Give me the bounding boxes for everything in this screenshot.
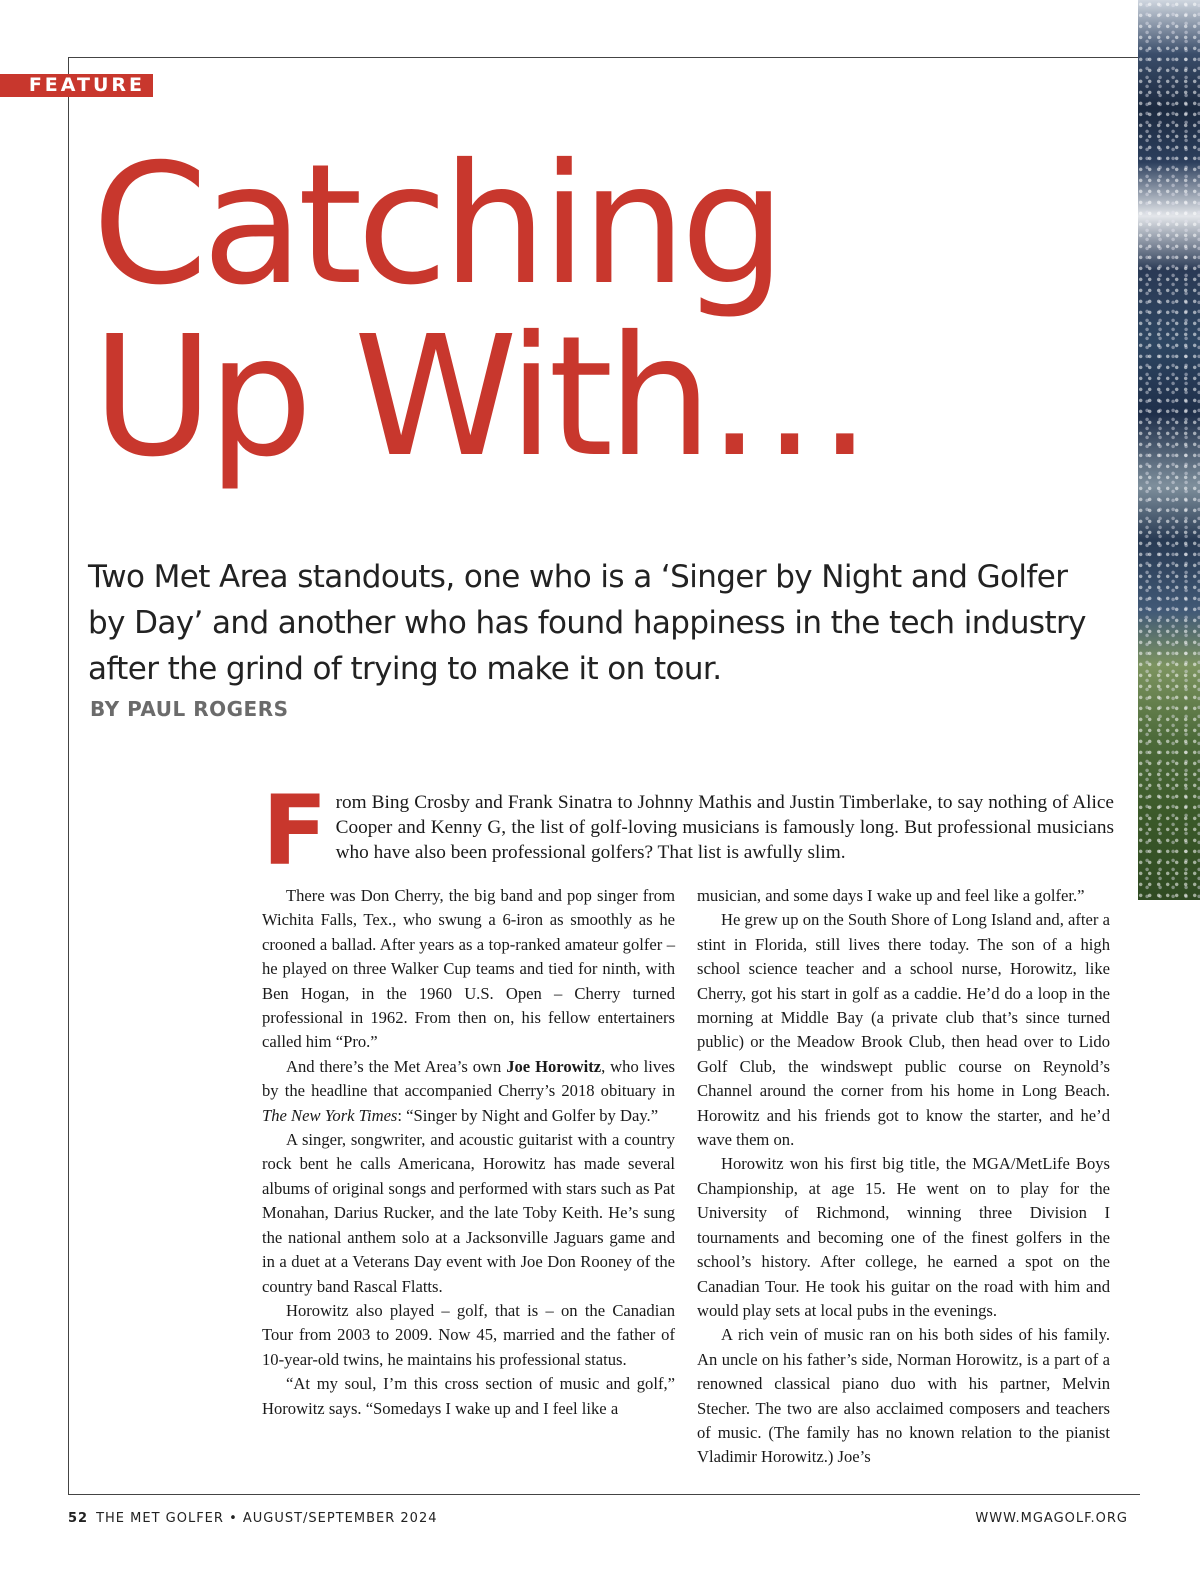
byline: BY PAUL ROGERS xyxy=(90,697,289,721)
website-url: WWW.MGAGOLF.ORG xyxy=(975,1511,1128,1526)
paragraph: Horowitz won his first big title, the MGA/MetLife Boys Championship, at age 15. He went on to play for the University of Richmond, winning three Division I tournaments and becoming one of the finest golfers in the school’s history. After college, he earned a spot on the Canadian Tour. He took his guitar on the road with him and would play sets at local pubs in the evenings. xyxy=(697,1154,1110,1320)
page-number: 52 xyxy=(68,1511,89,1526)
section-tag: FEATURE xyxy=(0,74,153,97)
publication-name: The New York Times xyxy=(262,1105,398,1125)
paragraph: musician, and some days I wake up and feel like a golfer.” xyxy=(697,886,1085,905)
paragraph: There was Don Cherry, the big band and pop singer from Wichita Falls, Tex., who swung a 6-iron as smoothly as he crooned a ballad. After years as a top-ranked amateur golfer – he played on three Walker Cup teams and tied for ninth, with Ben Hogan, in the 1960 U.S. Open – Cherry turned professional in 1962. From then on, his fellow entertainers called him “Pro.” xyxy=(262,886,675,1052)
lead-text: rom Bing Crosby and Frank Sinatra to Johnny Mathis and Justin Timberlake, to say nothing of Alice Cooper and Kenny G, the list of golf-loving musicians is famously long. But professional musicians who have also been professional golfers? That list is awfully slim. xyxy=(335,792,1114,863)
stadium-photo-strip xyxy=(1138,0,1200,900)
publication-line: THE MET GOLFER • AUGUST/SEPTEMBER 2024 xyxy=(96,1511,438,1526)
paragraph: “At my soul, I’m this cross section of music and golf,” Horowitz says. “Somedays I wake up and I feel like a xyxy=(262,1374,675,1418)
headline-line-1: Catching xyxy=(92,129,780,322)
headline xyxy=(92,129,867,494)
drop-cap: F xyxy=(262,775,328,887)
paragraph: A rich vein of music ran on his both sides of his family. An uncle on his father’s side, Norman Horowitz, is a part of a renowned classical piano duo with his partner, Melvin Stecher. The two are also acclaimed composers and teachers of music. (The family has no known relation to the pianist Vladimir Horowitz.) Joe’s xyxy=(697,1325,1110,1467)
paragraph: He grew up on the South Shore of Long Island and, after a stint in Florida, still lives there today. The son of a high school science teacher and a school nurse, Horowitz, like Cherry, got his start in golf as a caddie. He’d do a loop in the morning at Middle Bay (a private club that’s since turned public) or the Meadow Brook Club, then head over to Lido Golf Club, the windswept public course on Reynold’s Channel around the corner from his home in Long Beach. Horowitz and his friends got to know the starter, and he’d wave them on. xyxy=(697,910,1110,1150)
lead-paragraph xyxy=(262,775,1114,887)
paragraph: Horowitz also played – golf, that is – on the Canadian Tour from 2003 to 2009. Now 45, married and the father of 10-year-old twins, he maintains his professional status. xyxy=(262,1300,675,1369)
dek: Two Met Area standouts, one who is a ‘Singer by Night and Golfer by Day’ and another who has found happiness in the tech industry after the grind of trying to make it on tour. xyxy=(88,559,1086,687)
page-footer xyxy=(68,1511,1128,1531)
left-column xyxy=(262,884,675,1421)
paragraph: And there’s the Met Area’s own Joe Horowitz, who lives by the headline that accompanied Cherry’s 2018 obituary in The New York Times: “Singer by Night and Golfer by Day.” xyxy=(262,1056,675,1125)
headline-line-2: Up With… xyxy=(92,301,867,494)
right-column xyxy=(697,884,1110,1470)
person-name: Joe Horowitz xyxy=(506,1056,602,1076)
paragraph: A singer, songwriter, and acoustic guitarist with a country rock bent he calls Americana, Horowitz has made several albums of original songs and performed with stars such as Pat Monahan, Darius Rucker, and the late Toby Keith. He’s sung the national anthem solo at a Jacksonville Jaguars game and in a duet at a Veterans Day event with Joe Don Rooney of the country band Rascal Flatts. xyxy=(262,1130,675,1296)
